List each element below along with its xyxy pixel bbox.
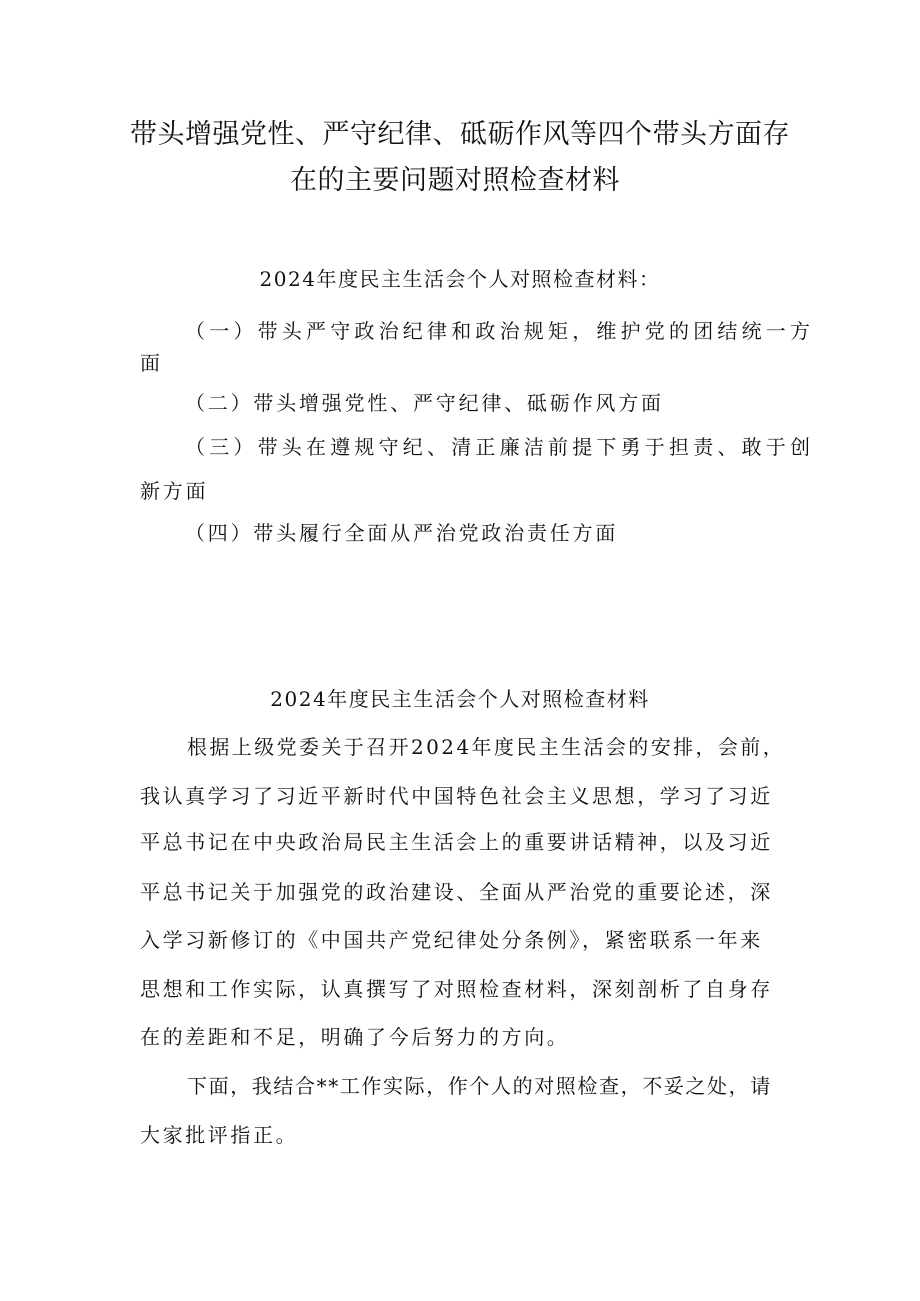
toc-item-3-line-1: （三）带头在遵规守纪、清正廉洁前提下勇于担责、敢于创 <box>185 435 815 459</box>
paragraph-1-line: 平总书记关于加强党的政治建设、全面从严治党的重要论述，深 <box>140 880 773 904</box>
paragraph-2-line: 大家批评指正。 <box>140 1123 299 1147</box>
paragraph-1-line: 思想和工作实际，认真撰写了对照检查材料，深刻剖析了自身存 <box>140 977 773 1001</box>
toc-item-1-line-1: （一）带头严守政治纪律和政治规矩，维护党的团结统一方 <box>185 319 815 343</box>
paragraph-1-line: 在的差距和不足，明确了今后努力的方向。 <box>140 1025 570 1049</box>
paragraph-2-line: 下面，我结合**工作实际，作个人的对照检查，不妥之处，请 <box>187 1074 772 1098</box>
toc-item-3-line-2: 新方面 <box>140 479 209 503</box>
section-heading: 2024年度民主生活会个人对照检查材料 <box>270 687 650 711</box>
toc-item-2: （二）带头增强党性、严守纪律、砥砺作风方面 <box>185 391 664 415</box>
paragraph-1-line: 平总书记在中央政治局民主生活会上的重要讲话精神，以及习近 <box>140 830 773 854</box>
document-title-line-2: 在的主要问题对照检查材料 <box>290 165 620 196</box>
toc-item-1-line-2: 面 <box>140 351 160 375</box>
paragraph-1-line: 入学习新修订的《中国共产党纪律处分条例》，紧密联系一年来 <box>140 928 763 952</box>
toc-heading: 2024年度民主生活会个人对照检查材料： <box>259 267 661 291</box>
paragraph-1-line: 我认真学习了习近平新时代中国特色社会主义思想，学习了习近 <box>140 784 773 808</box>
toc-item-4: （四）带头履行全面从严治党政治责任方面 <box>185 521 619 545</box>
paragraph-1-line: 根据上级党委关于召开2024年度民主生活会的安排，会前， <box>187 735 786 759</box>
document-title-line-1: 带头增强党性、严守纪律、砥砺作风等四个带头方面存 <box>130 119 790 150</box>
